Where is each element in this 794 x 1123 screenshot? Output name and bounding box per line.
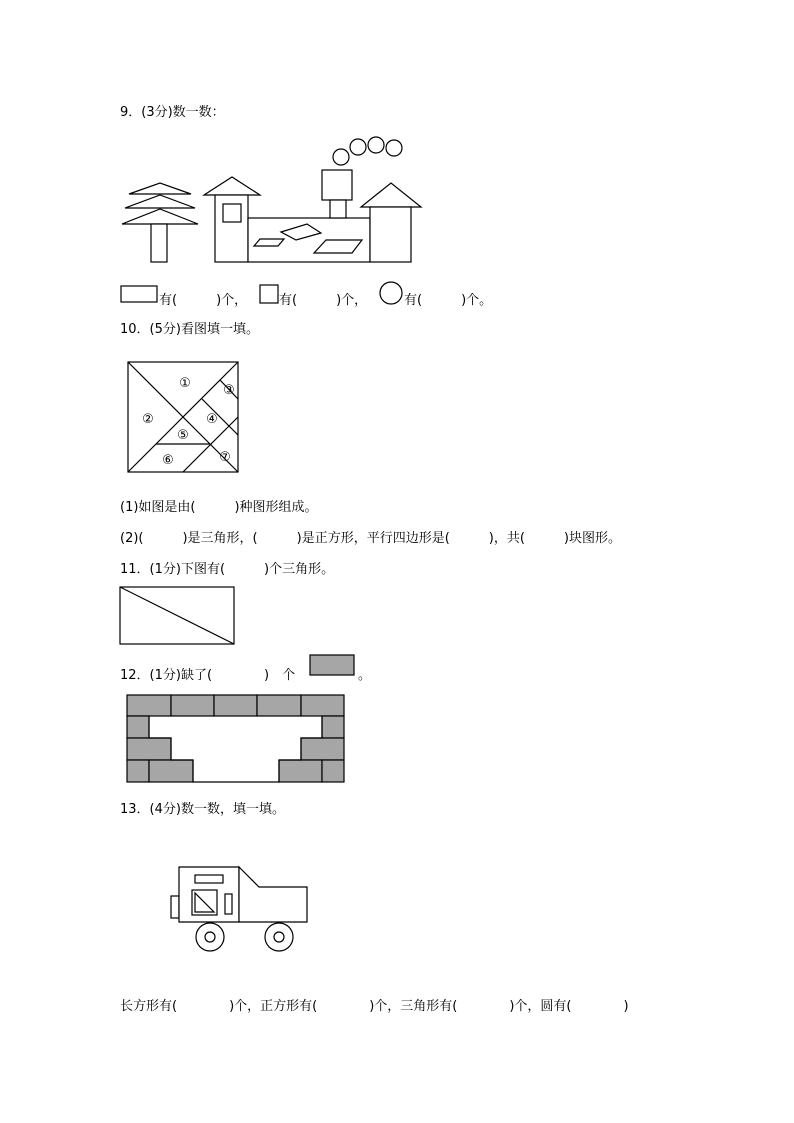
- label-4: ④: [206, 412, 218, 427]
- q12-title: 12．(1分)缺了( ) 个: [120, 668, 296, 683]
- q9-figure: [0, 0, 794, 300]
- q12-title-end: 。: [358, 668, 372, 683]
- q13-answer: 长方形有( )个，正方形有( )个，三角形有( )个，圆有( ): [120, 999, 629, 1014]
- rect-shape-icon: [120, 285, 160, 305]
- q10-title: 10．(5分)看图填一填。: [120, 322, 259, 337]
- label-1: ①: [179, 376, 191, 391]
- label-7: ⑦: [219, 450, 231, 465]
- label-5: ⑤: [177, 428, 189, 443]
- right-house-shape: [361, 183, 421, 262]
- truck-figure: [168, 862, 318, 962]
- square-shape-icon: [259, 284, 281, 306]
- brick-sample-icon: [309, 653, 357, 677]
- tangram-figure: [118, 352, 248, 482]
- label-3: ③: [223, 383, 235, 398]
- brick-wall-figure: [125, 693, 345, 783]
- circle-shape-icon: [379, 281, 405, 307]
- q11-title: 11．(1分)下图有( )个三角形。: [120, 562, 335, 577]
- q9-title: 9．(3分)数一数：: [120, 105, 225, 120]
- q9-square-answer: 有( )个，: [279, 293, 368, 308]
- label-2: ②: [142, 412, 154, 427]
- q9-rect-answer: 有( )个，: [159, 293, 248, 308]
- q9-circle-answer: 有( )个。: [404, 293, 493, 308]
- q10-sub2: (2)( )是三角形，( )是正方形，平行四边形是( )，共( )块图形。: [120, 531, 621, 546]
- label-6: ⑥: [162, 453, 174, 468]
- middle-building-shape: [248, 218, 370, 262]
- q11-rectangle-figure: [119, 585, 239, 647]
- q10-sub1: (1)如图是由( )种图形组成。: [120, 500, 318, 515]
- q13-title: 13．(4分)数一数，填一填。: [120, 802, 285, 817]
- tree-shape: [122, 183, 198, 262]
